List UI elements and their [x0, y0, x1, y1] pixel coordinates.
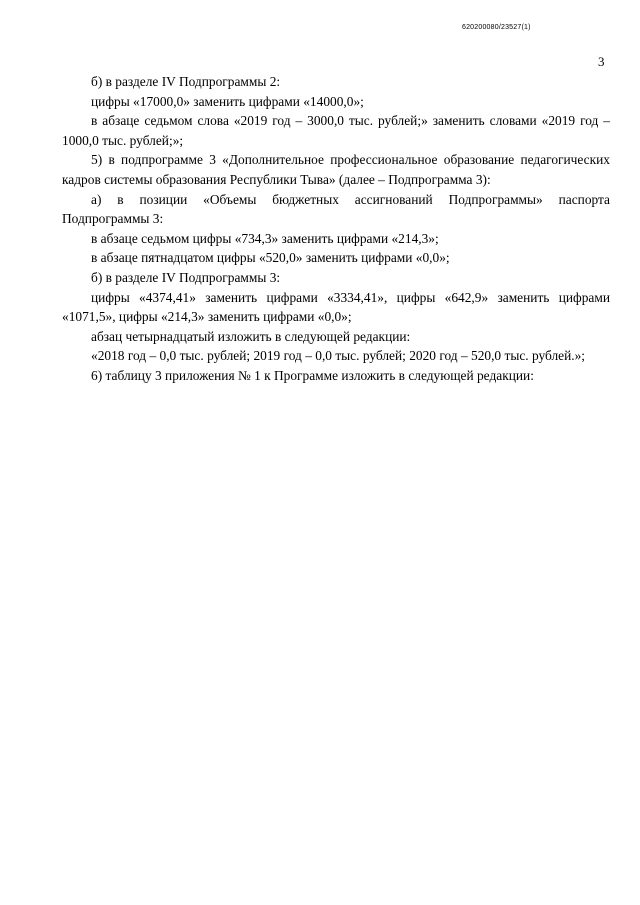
paragraph: цифры «4374,41» заменить цифрами «3334,41», цифры «642,9» заменить цифрами «1071,5», цифры «214,3» заменить цифрами «0,0»; — [62, 289, 610, 325]
paragraph: в абзаце пятнадцатом цифры «520,0» заменить цифрами «0,0»; — [91, 250, 450, 266]
paragraph: а) в позиции «Объемы бюджетных ассигнований Подпрограммы» паспорта Подпрограммы 3: — [62, 191, 610, 227]
paragraph: в абзаце седьмом слова «2019 год – 3000,0 тыс. рублей;» заменить словами «2019 год – 1000,0 тыс. рублей;»; — [62, 113, 610, 148]
paragraph: «2018 год – 0,0 тыс. рублей; 2019 год – 0,0 тыс. рублей; 2020 год – 520,0 тыс. рублей.»; — [91, 348, 586, 364]
paragraph: в абзаце седьмом цифры «734,3» заменить цифрами «214,3»; — [91, 230, 439, 246]
paragraph: 6) таблицу 3 приложения № 1 к Программе изложить в следующей редакции: — [91, 367, 534, 383]
paragraph: цифры «17000,0» заменить цифрами «14000,0»; — [91, 93, 364, 109]
document-body — [62, 72, 610, 386]
paragraph: б) в разделе IV Подпрограммы 3: — [91, 269, 281, 285]
paragraph: б) в разделе IV Подпрограммы 2: — [91, 74, 281, 89]
page-number: 3 — [598, 54, 605, 69]
paragraph: 5) в подпрограмме 3 «Дополнительное профессиональное образование педагогических кадров системы образования Республики Тыва» (далее – Подпрограмма 3): — [62, 152, 610, 187]
document-id: 620200080/23527(1) — [462, 24, 531, 31]
paragraph: абзац четырнадцатый изложить в следующей редакции: — [91, 328, 411, 344]
